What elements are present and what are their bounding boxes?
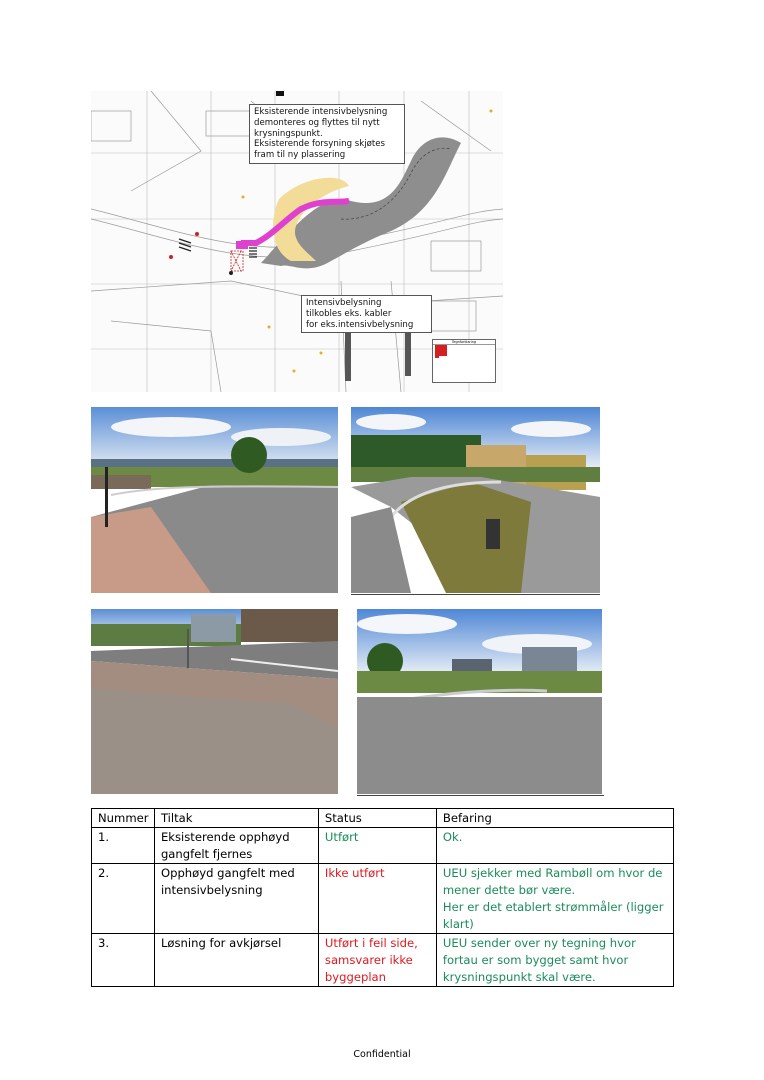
- table-row: [92, 864, 674, 934]
- row-tiltak: Løsning for avkjørsel: [154, 934, 318, 987]
- row-befaring: [436, 934, 673, 987]
- row-befaring: [436, 828, 673, 864]
- table-header-row: [92, 809, 674, 828]
- row-number: 1.: [92, 828, 155, 864]
- row-status: [318, 934, 436, 987]
- photo-underline: [351, 594, 600, 595]
- table-row: [92, 934, 674, 987]
- row-tiltak: [154, 828, 318, 864]
- status-text: Utført i feil side, samsvarer ikke byggeplan: [324, 936, 418, 984]
- site-plan-map: [91, 91, 503, 392]
- photo-road-view-fjord: [91, 407, 338, 593]
- row-status: Ikke utført: [318, 864, 436, 934]
- befaring-line: UEU sjekker med Rambøll om hvor de mener dette bør være.: [442, 866, 663, 897]
- callout-connect-lighting: Intensivbelysning tilkobles eks. kabler for eks.intensivbelysning: [301, 295, 432, 333]
- map-legend: [432, 339, 496, 383]
- table-row: [92, 828, 674, 864]
- row-number: 2.: [92, 864, 155, 934]
- header-nummer: Nummer: [92, 809, 155, 828]
- befaring-line: Her er det etablert strømmåler (ligger klart): [442, 900, 664, 931]
- tiltak-text: Eksisterende opphøyd gangfelt fjernes: [160, 830, 290, 861]
- header-tiltak: Tiltak: [154, 809, 318, 828]
- photo-underline: [357, 795, 604, 796]
- photo-crossing-road: [91, 609, 338, 794]
- row-status: Utført: [318, 828, 436, 864]
- row-tiltak: [154, 864, 318, 934]
- row-number: 3.: [92, 934, 155, 987]
- tiltak-text: Opphøyd gangfelt med intensivbelysning: [160, 866, 295, 897]
- befaring-line: UEU sender over ny tegning hvor fortau er som bygget samt hvor krysningspunkt skal være.: [442, 936, 636, 984]
- photo-slope-buildings: [351, 407, 600, 593]
- legend-title: Tegnforklaring: [433, 340, 495, 345]
- photo-open-asphalt: [357, 609, 602, 794]
- callout-relocate-lighting: Eksisterende intensivbelysning demonteres og flyttes til nytt krysningspunkt. Eksisterende forsyning skjøtes fram til ny plassering: [249, 104, 405, 164]
- row-befaring: [436, 864, 673, 934]
- footer-confidential: Confidential: [353, 1049, 411, 1060]
- befaring-line: Ok.: [442, 830, 463, 844]
- header-befaring: Befaring: [436, 809, 673, 828]
- measures-table: [91, 808, 674, 987]
- header-status: Status: [318, 809, 436, 828]
